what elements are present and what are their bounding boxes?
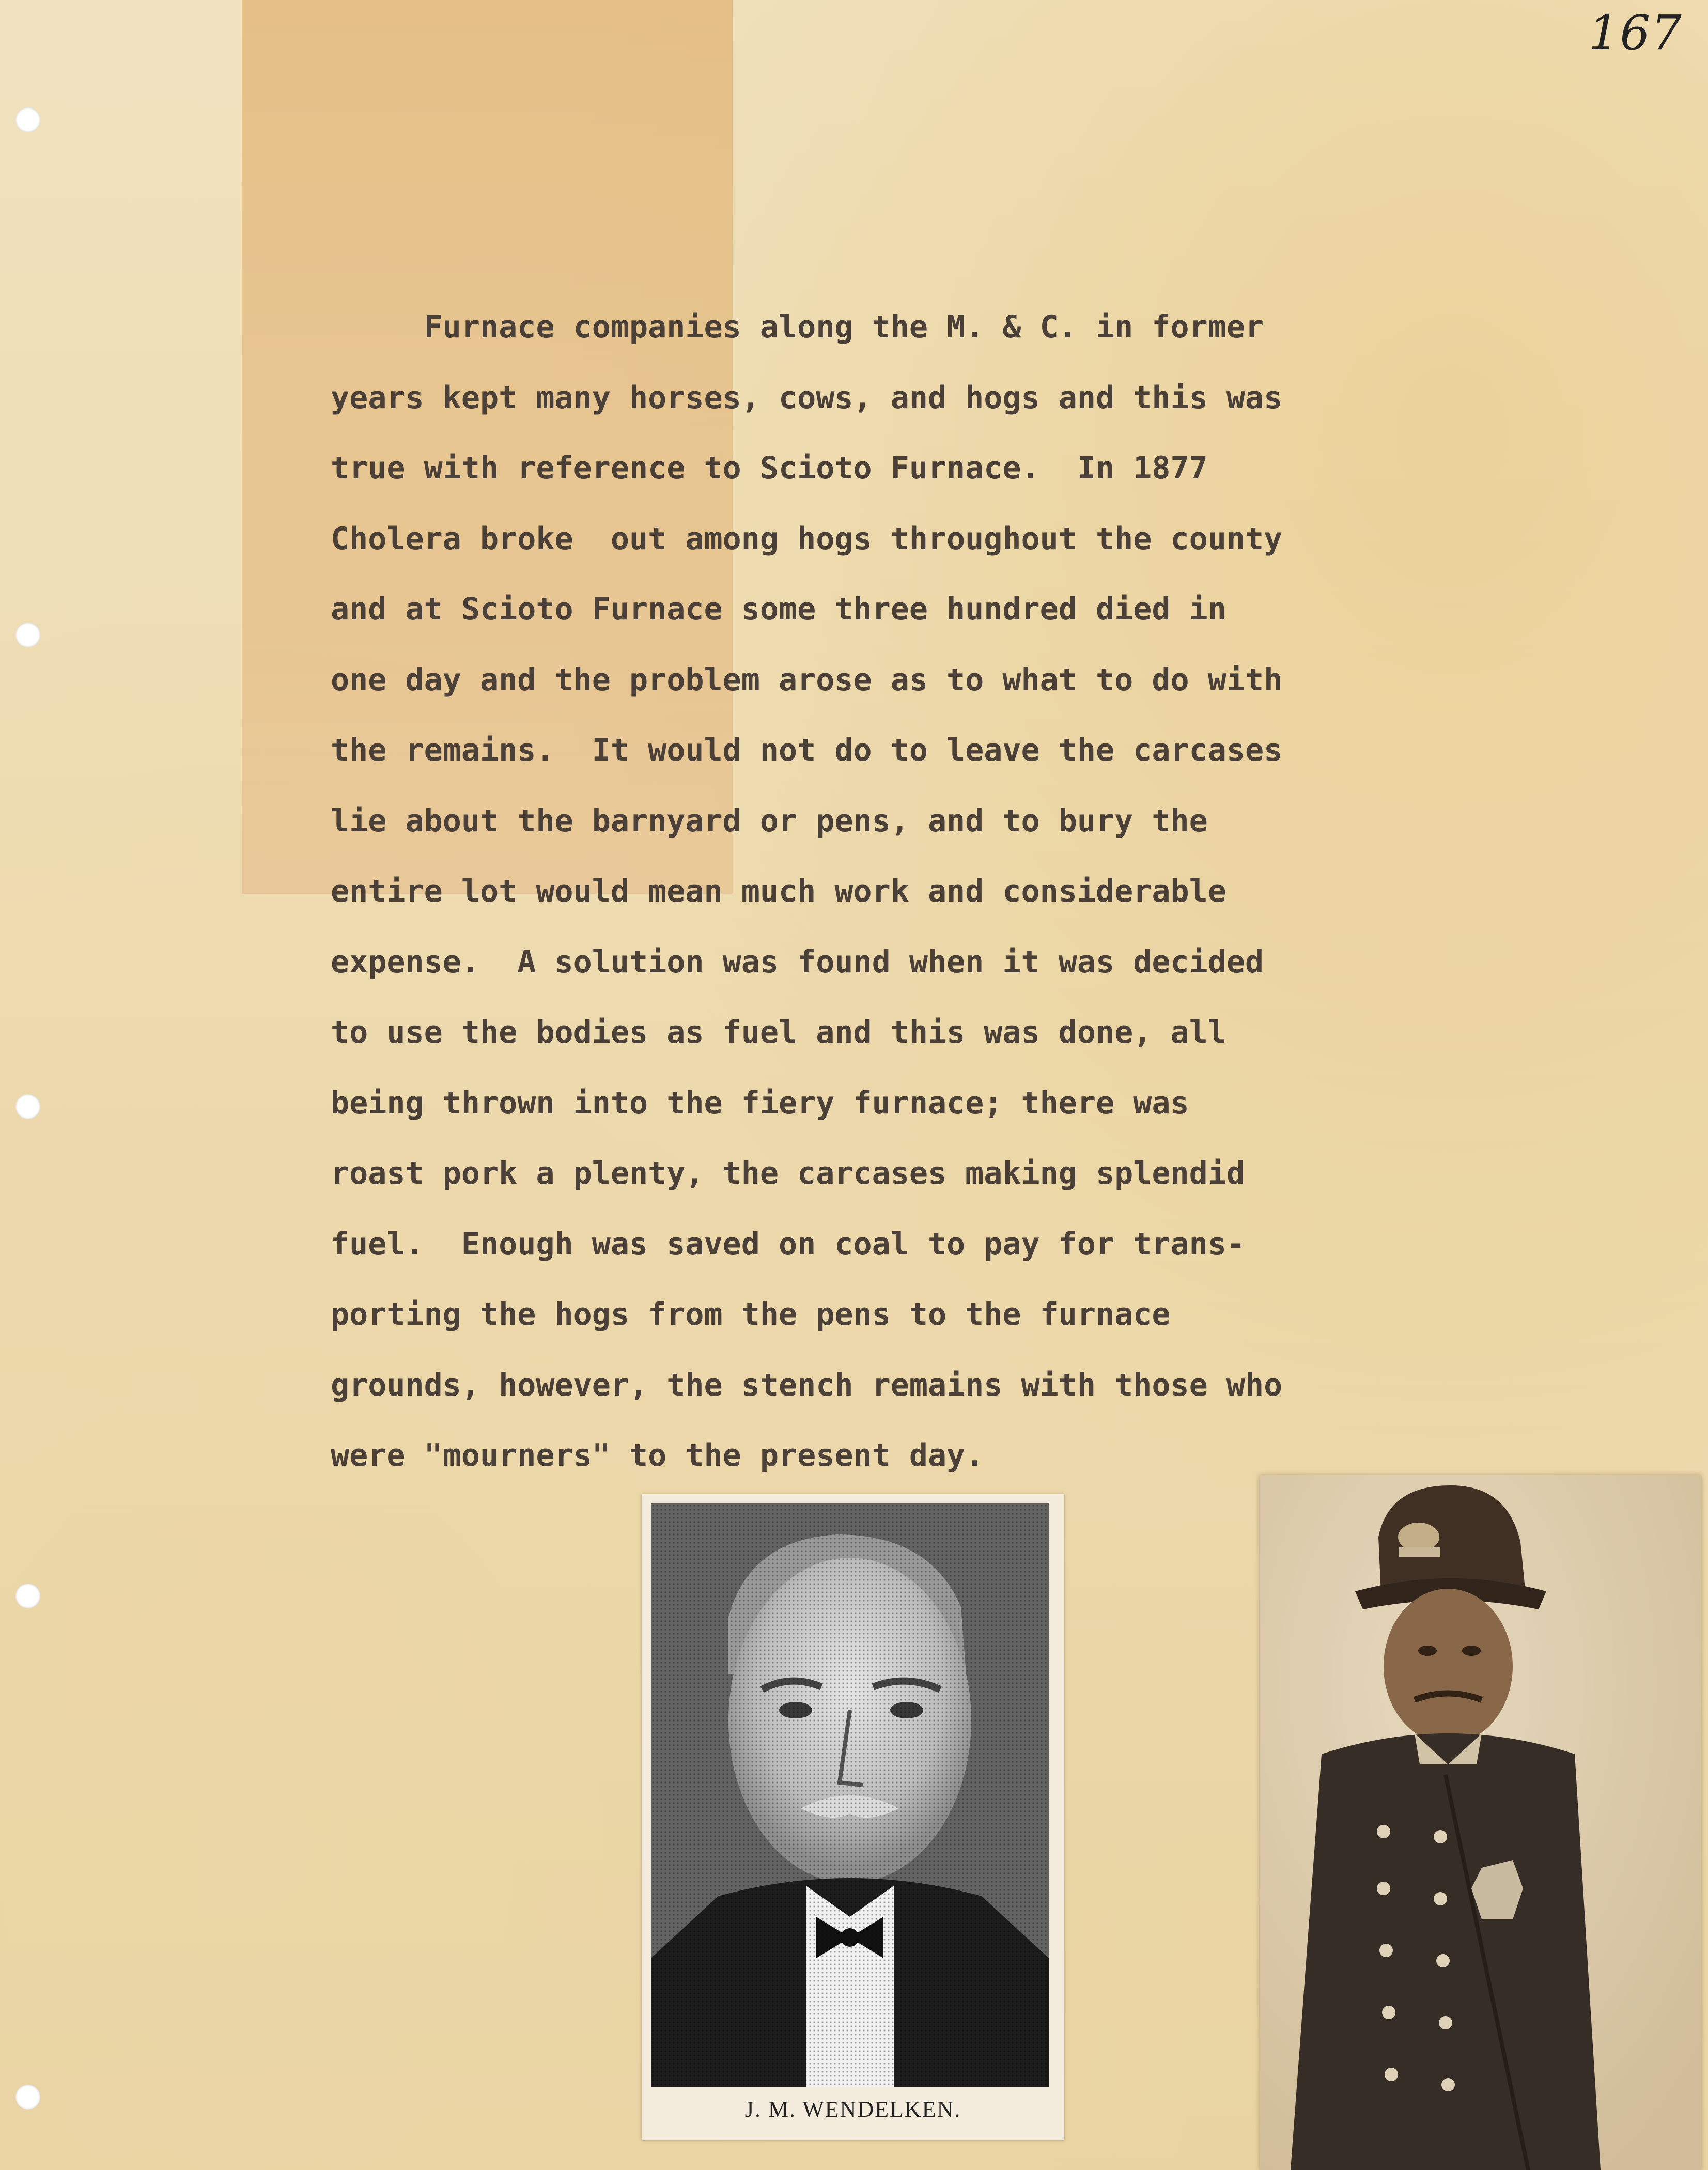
text-line: fuel. Enough was saved on coal to pay for trans- [331, 1226, 1246, 1262]
text-line: grounds, however, the stench remains with those who [331, 1367, 1283, 1403]
text-line: to use the bodies as fuel and this was done, all [331, 1014, 1226, 1050]
text-line: entire lot would mean much work and considerable [331, 873, 1226, 909]
halftone-portrait [651, 1504, 1049, 2087]
punch-hole [15, 2085, 40, 2110]
photo-caption: J. M. WENDELKEN. [744, 2097, 961, 2122]
text-line: true with reference to Scioto Furnace. In 1877 [331, 450, 1208, 486]
punch-hole [15, 1584, 40, 1608]
text-line: years kept many horses, cows, and hogs and this was [331, 379, 1283, 416]
page-number: 167 [1589, 5, 1683, 60]
portrait-image [651, 1504, 1049, 2087]
punch-hole [15, 623, 40, 647]
text-line: one day and the problem arose as to what to do with [331, 661, 1283, 698]
police-officer-photograph [1260, 1475, 1701, 2170]
text-line: lie about the barnyard or pens, and to bury the [331, 802, 1208, 839]
punch-hole [15, 107, 40, 132]
text-line: the remains. It would not do to leave the carcases [331, 732, 1283, 768]
text-line: roast pork a plenty, the carcases making splendid [331, 1155, 1246, 1191]
text-line: and at Scioto Furnace some three hundred died in [331, 591, 1226, 627]
text-line: expense. A solution was found when it was decided [331, 943, 1264, 980]
text-line: Cholera broke out among hogs throughout the county [331, 520, 1283, 557]
text-line: Furnace companies along the M. & C. in former [331, 309, 1264, 345]
text-line: porting the hogs from the pens to the furnace [331, 1296, 1171, 1332]
text-line: being thrown into the fiery furnace; there was [331, 1084, 1189, 1121]
text-line: were "mourners" to the present day. [331, 1437, 984, 1474]
officer-photo-image [1260, 1475, 1701, 2170]
newspaper-clipping [642, 1494, 1064, 2140]
typed-paragraph [331, 292, 1431, 1491]
punch-hole [15, 1094, 40, 1119]
